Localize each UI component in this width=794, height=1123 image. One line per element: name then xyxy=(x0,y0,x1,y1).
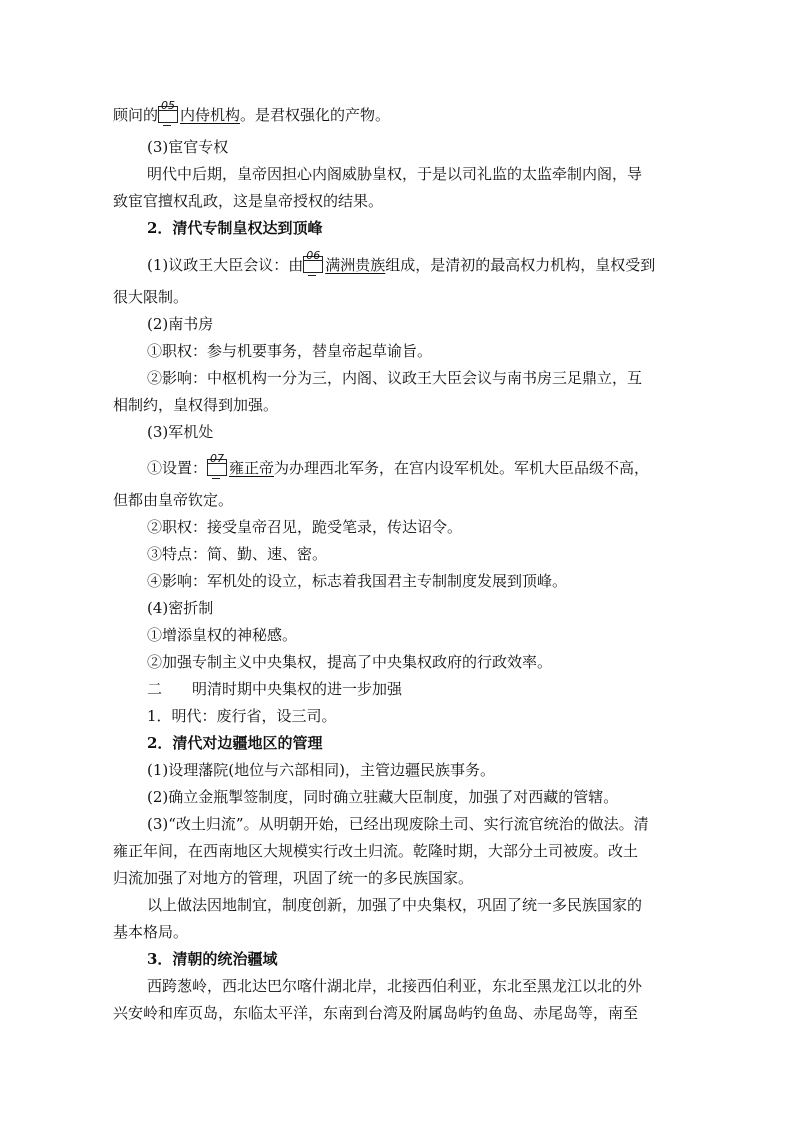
text-line: 基本格局。 xyxy=(113,923,189,941)
marker-number: 07 xyxy=(210,452,225,465)
text-line: (4)密折制 xyxy=(147,599,214,617)
text-line xyxy=(147,249,656,275)
text-line: 归流加强了对地方的管理，巩固了统一的多民族国家。 xyxy=(113,869,474,887)
marker-icon xyxy=(207,452,227,477)
marker-number: 05 xyxy=(161,99,176,112)
text-line: (2)确立金瓶掣签制度，同时确立驻藏大臣制度，加强了对西藏的管辖。 xyxy=(147,788,619,806)
section-heading: 二 明清时期中央集权的进一步加强 xyxy=(147,680,403,698)
section-heading: 3．清朝的统治疆域 xyxy=(147,950,278,968)
text-line: (3)宦官专权 xyxy=(147,138,229,156)
underlined-term: 内侍机构 xyxy=(180,106,241,124)
text-line: (3)“改土归流”。从明朝开始，已经出现废除土司、实行流官统治的做法。清 xyxy=(147,815,649,833)
text-line xyxy=(113,99,391,125)
text-line: ①增添皇权的神秘感。 xyxy=(147,626,298,644)
text-line: 很大限制。 xyxy=(113,288,189,306)
text-line: 兴安岭和库页岛，东临太平洋，东南到台湾及附属岛屿钓鱼岛、赤尾岛等，南至 xyxy=(113,1004,639,1022)
text-fragment: (1)议政王大臣会议：由 xyxy=(147,256,304,274)
text-line: 致宦官擅权乱政，这是皇帝授权的结果。 xyxy=(113,192,384,210)
underlined-term: 满洲贵族 xyxy=(325,256,386,274)
text-line: 1．明代：废行省，设三司。 xyxy=(147,707,337,725)
underlined-term: 雍正帝 xyxy=(229,459,275,477)
text-line: 雍正年间，在西南地区大规模实行改土归流。乾隆时期，大部分土司被废。改土 xyxy=(113,842,639,860)
text-line: ②加强专制主义中央集权，提高了中央集权政府的行政效率。 xyxy=(147,653,553,671)
text-line: ④影响：军机处的设立，标志着我国君主专制制度发展到顶峰。 xyxy=(147,572,568,590)
text-line: ①职权：参与机要事务，替皇帝起草谕旨。 xyxy=(147,342,433,360)
text-line: 以上做法因地制宜，制度创新，加强了中央集权，巩固了统一多民族国家的 xyxy=(147,896,643,914)
text-fragment: ①设置： xyxy=(147,459,208,477)
text-line: 西跨葱岭，西北达巴尔喀什湖北岸，北接西伯利亚，东北至黑龙江以北的外 xyxy=(147,977,643,995)
text-line: (3)军机处 xyxy=(147,423,214,441)
text-line: 明代中后期，皇帝因担心内阁威胁皇权，于是以司礼监的太监牵制内阁，导 xyxy=(147,165,643,183)
marker-icon xyxy=(303,249,323,274)
marker-number: 06 xyxy=(306,249,321,262)
marker-icon xyxy=(158,99,178,124)
text-line: ②影响：中枢机构一分为三，内阁、议政王大臣会议与南书房三足鼎立，互 xyxy=(147,369,643,387)
text-line: 相制约，皇权得到加强。 xyxy=(113,396,279,414)
text-line: ③特点：简、勤、速、密。 xyxy=(147,545,328,563)
text-line: (2)南书房 xyxy=(147,315,214,333)
text-fragment: 组成，是清初的最高权力机构，皇权受到 xyxy=(385,256,656,274)
section-heading: 2．清代专制皇权达到顶峰 xyxy=(147,219,323,237)
text-line xyxy=(147,452,650,478)
text-fragment: 为办理西北军务，在宫内设军机处。军机大臣品级不高， xyxy=(274,459,650,477)
text-line: 但都由皇帝钦定。 xyxy=(113,491,234,509)
text-fragment: 顾问的 xyxy=(113,106,159,124)
text-line: (1)设理藩院(地位与六部相同)，主管边疆民族事务。 xyxy=(147,761,495,779)
section-heading: 2．清代对边疆地区的管理 xyxy=(147,734,323,752)
text-line: ②职权：接受皇帝召见，跪受笔录，传达诏令。 xyxy=(147,518,463,536)
text-fragment: 。是君权强化的产物。 xyxy=(240,106,391,124)
